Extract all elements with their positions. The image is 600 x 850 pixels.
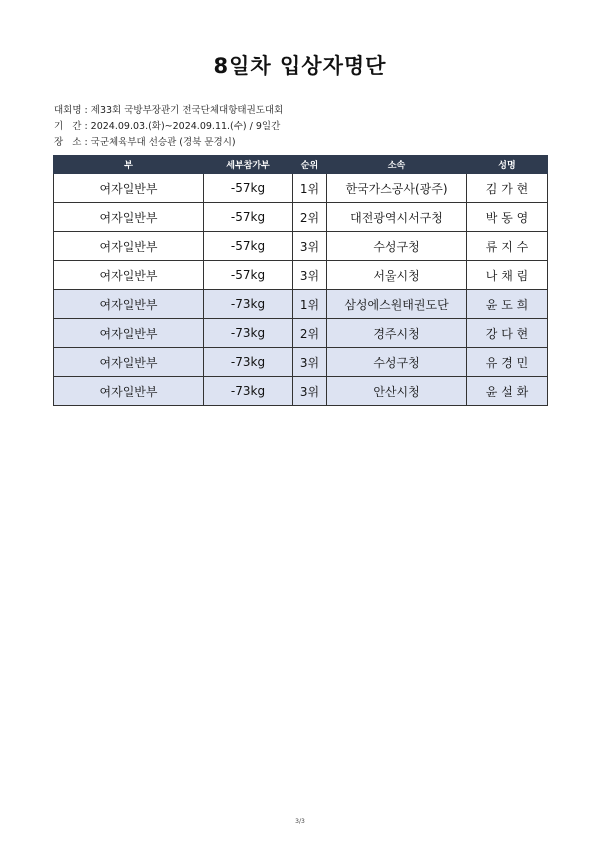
header-affiliation: 소속 [327, 156, 467, 174]
cell-affiliation: 대전광역시서구청 [327, 203, 467, 232]
cell-rank: 1위 [293, 290, 327, 319]
cell-weight-class: -73kg [204, 377, 293, 406]
cell-division: 여자일반부 [54, 319, 204, 348]
header-division: 부 [54, 156, 204, 174]
cell-name: 윤 도 희 [467, 290, 548, 319]
cell-name: 윤 설 화 [467, 377, 548, 406]
table-row [54, 203, 548, 232]
table-row [54, 377, 548, 406]
cell-name: 나 채 림 [467, 261, 548, 290]
cell-name: 김 가 현 [467, 174, 548, 203]
cell-division: 여자일반부 [54, 290, 204, 319]
info-label: 대회명 [54, 105, 82, 116]
cell-affiliation: 수성구청 [327, 348, 467, 377]
cell-name: 강 다 현 [467, 319, 548, 348]
table-row [54, 261, 548, 290]
info-label: 기 간 [54, 121, 82, 132]
cell-weight-class: -57kg [204, 203, 293, 232]
info-value: 국군체육부대 선승관 (경북 문경시) [90, 137, 236, 148]
cell-affiliation: 한국가스공사(광주) [327, 174, 467, 203]
info-row-period [54, 119, 283, 135]
info-row-event-name [54, 103, 283, 119]
winners-table [53, 155, 548, 406]
info-label: 장 소 [54, 137, 82, 148]
cell-weight-class: -73kg [204, 348, 293, 377]
header-rank: 순위 [293, 156, 327, 174]
cell-affiliation: 안산시청 [327, 377, 467, 406]
cell-division: 여자일반부 [54, 261, 204, 290]
cell-weight-class: -57kg [204, 232, 293, 261]
cell-rank: 3위 [293, 348, 327, 377]
header-name: 성명 [467, 156, 548, 174]
cell-rank: 3위 [293, 377, 327, 406]
info-row-venue [54, 135, 283, 151]
cell-division: 여자일반부 [54, 232, 204, 261]
cell-rank: 3위 [293, 261, 327, 290]
cell-rank: 2위 [293, 319, 327, 348]
table-row [54, 348, 548, 377]
cell-rank: 3위 [293, 232, 327, 261]
page-number: 3/3 [295, 818, 305, 825]
event-info [54, 103, 283, 151]
cell-affiliation: 서울시청 [327, 261, 467, 290]
table-row [54, 232, 548, 261]
table-header-row [54, 156, 548, 174]
cell-rank: 1위 [293, 174, 327, 203]
cell-weight-class: -57kg [204, 174, 293, 203]
info-separator: : [81, 105, 91, 116]
cell-affiliation: 경주시청 [327, 319, 467, 348]
cell-division: 여자일반부 [54, 348, 204, 377]
cell-weight-class: -73kg [204, 319, 293, 348]
cell-name: 박 동 영 [467, 203, 548, 232]
cell-name: 유 경 민 [467, 348, 548, 377]
cell-affiliation: 수성구청 [327, 232, 467, 261]
cell-division: 여자일반부 [54, 377, 204, 406]
table-row [54, 290, 548, 319]
info-separator: : [81, 137, 91, 148]
cell-name: 류 지 수 [467, 232, 548, 261]
cell-division: 여자일반부 [54, 174, 204, 203]
info-value: 2024.09.03.(화)~2024.09.11.(수) / 9일간 [90, 121, 281, 132]
info-separator: : [81, 121, 91, 132]
cell-weight-class: -57kg [204, 261, 293, 290]
table-row [54, 319, 548, 348]
table-row [54, 174, 548, 203]
cell-division: 여자일반부 [54, 203, 204, 232]
cell-rank: 2위 [293, 203, 327, 232]
cell-weight-class: -73kg [204, 290, 293, 319]
info-value: 제33회 국방부장관기 전국단체대항태권도대회 [90, 105, 284, 116]
page-title: 8일차 입상자명단 [213, 54, 387, 78]
cell-affiliation: 삼성에스원태권도단 [327, 290, 467, 319]
header-weight-class: 세부참가부 [204, 156, 293, 174]
